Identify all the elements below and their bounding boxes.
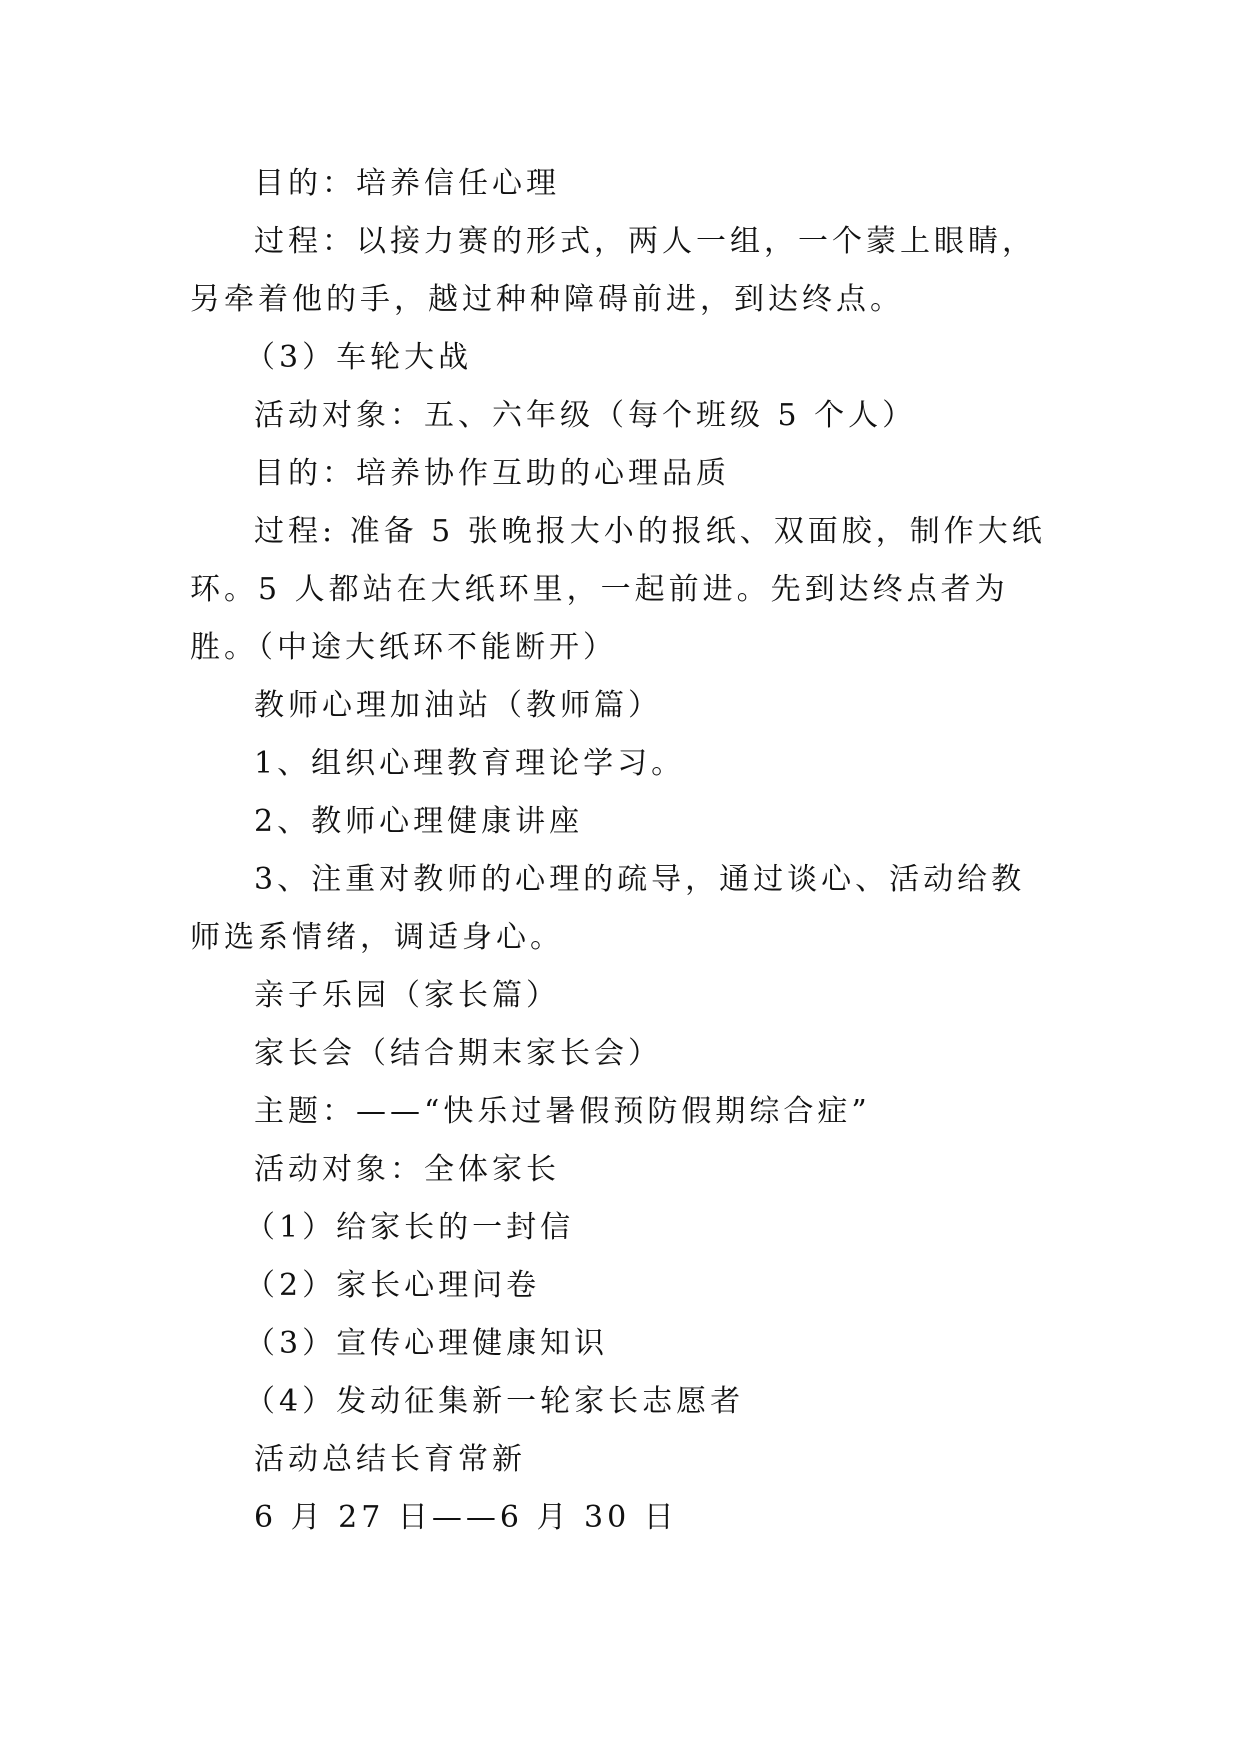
activity-target-parents: 活动对象：全体家长 bbox=[254, 1152, 560, 1187]
purpose-cooperation: 目的：培养协作互助的心理品质 bbox=[254, 456, 730, 491]
purpose-trust: 目的：培养信任心理 bbox=[254, 166, 560, 201]
parent-item-1: （1）给家长的一封信 bbox=[245, 1210, 575, 1245]
parent-item-2: （2）家长心理问卷 bbox=[245, 1268, 541, 1303]
parent-item-3: （3）宣传心理健康知识 bbox=[245, 1326, 609, 1361]
section-parents: 亲子乐园（家长篇） bbox=[254, 978, 560, 1013]
process-paper-ring: 过程: 准备 5 张晚报大小的报纸、双面胶，制作大纸环。5 人都站在大纸环里，一起前进。先到达终点者为胜。（中途大纸环不能断开） bbox=[190, 514, 1046, 665]
meeting-theme: 主题：——“快乐过暑假预防假期综合症” bbox=[254, 1094, 871, 1129]
teacher-item-2: 2、教师心理健康讲座 bbox=[254, 804, 584, 839]
parent-meeting: 家长会（结合期末家长会） bbox=[254, 1036, 662, 1071]
activity-title-wheel: （3）车轮大战 bbox=[245, 340, 473, 375]
document-body bbox=[190, 155, 1050, 1547]
process-relay: 过程：以接力赛的形式，两人一组，一个蒙上眼睛，另牵着他的手，越过种种障碍前进，到达终点。 bbox=[190, 224, 1036, 317]
section-summary: 活动总结长育常新 bbox=[254, 1442, 526, 1477]
section-teachers: 教师心理加油站（教师篇） bbox=[254, 688, 662, 723]
activity-target-grades: 活动对象：五、六年级（每个班级 5 个人） bbox=[254, 398, 917, 433]
date-range: 6 月 27 日——6 月 30 日 bbox=[254, 1500, 678, 1535]
teacher-item-3: 3、注重对教师的心理的疏导，通过谈心、活动给教师选系情绪，调适身心。 bbox=[190, 862, 1026, 955]
parent-item-4: （4）发动征集新一轮家长志愿者 bbox=[245, 1384, 745, 1419]
teacher-item-1: 1、组织心理教育理论学习。 bbox=[254, 746, 686, 781]
